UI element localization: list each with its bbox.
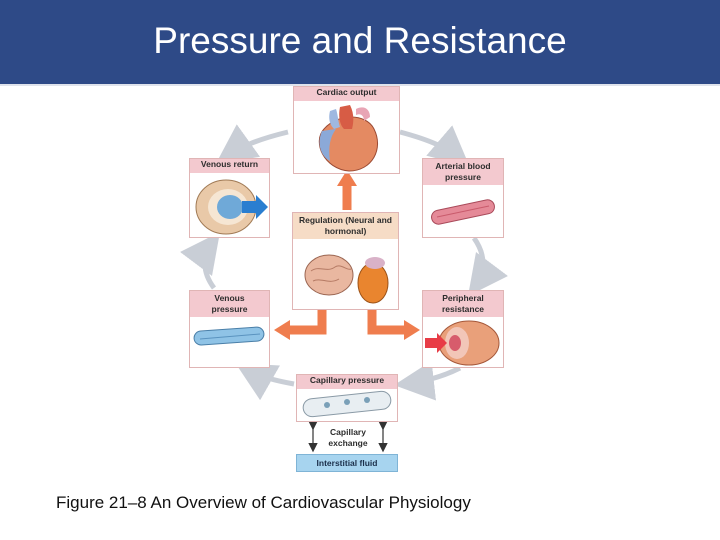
arrow-capillary-to-venous	[244, 368, 294, 384]
arrow-venous-pressure-to-return	[205, 240, 214, 288]
figure-caption: Figure 21–8 An Overview of Cardiovascular Physiology	[56, 493, 471, 512]
regulation-label: Regulation (Neural and hormonal)	[293, 213, 398, 239]
capillary-pressure-panel	[296, 374, 398, 422]
artery-illustration	[423, 159, 503, 237]
capillary-illustration	[297, 375, 397, 421]
heart-illustration	[294, 87, 399, 173]
vein-illustration	[190, 291, 269, 367]
arrow-cardiac-to-arterial	[400, 132, 462, 160]
arrow-peripheral-to-capillary	[404, 368, 460, 384]
brain-kidney-illustration	[293, 213, 398, 309]
venous-return-label: Venous return	[190, 159, 269, 173]
peripheral-resistance-label: Peripheral resistance	[423, 291, 503, 317]
arterial-blood-pressure-label: Arterial blood pressure	[423, 159, 503, 185]
arterial-blood-pressure-panel	[422, 158, 504, 238]
vein-cross-section-illustration	[190, 159, 269, 237]
capillary-pressure-label: Capillary pressure	[297, 375, 397, 389]
peripheral-resistance-panel	[422, 290, 504, 368]
cardiac-output-panel	[293, 86, 400, 174]
arrow-arterial-to-peripheral	[474, 238, 483, 288]
venous-pressure-panel	[189, 290, 270, 368]
venous-return-panel	[189, 158, 270, 238]
interstitial-fluid-label: Interstitial fluid	[296, 454, 398, 472]
arrow-regulation-right	[372, 310, 406, 330]
capillary-exchange-label: Capillary exchange	[328, 427, 368, 448]
arrow-regulation-left	[288, 310, 322, 330]
regulation-panel	[292, 212, 399, 310]
cardiac-output-label: Cardiac output	[294, 87, 399, 101]
venous-pressure-label: Venous pressure	[190, 291, 269, 317]
vessel-cross-section-illustration	[423, 291, 503, 367]
arrow-venous-to-cardiac	[224, 132, 288, 158]
slide-title: Pressure and Resistance	[153, 20, 567, 61]
